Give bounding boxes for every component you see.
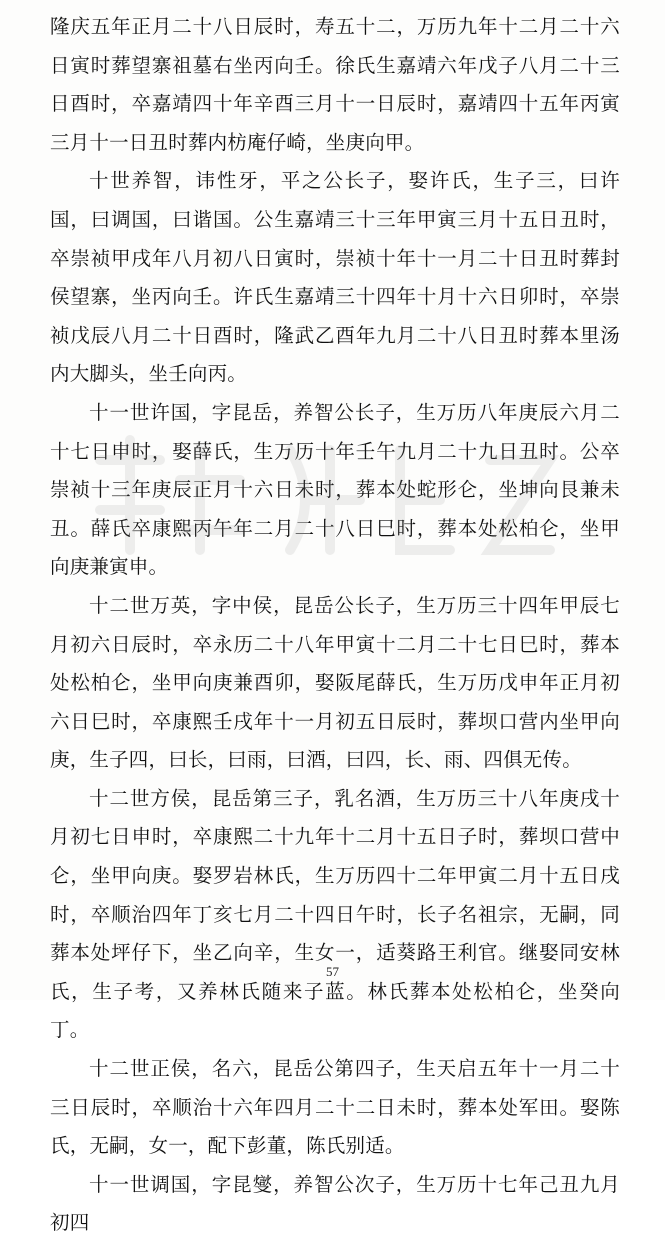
paragraph-3: 十一世许国，字昆岳，养智公长子，生万历八年庚辰六月二十七日申时，娶薛氏，生万历十年壬午九月二十九日丑时。公卒崇祯十三年庚辰正月十六日未时，葬本处蛇形仑，坐坤向艮兼未丑。薛氏卒康熙丙午年二月二十八日巳时，葬本处松柏仑，坐甲向庚兼寅申。	[50, 400, 620, 579]
paragraph-1: 隆庆五年正月二十八日辰时，寿五十二，万历九年十二月二十六日寅时葬望寨祖墓右坐丙向壬。徐氏生嘉靖六年戊子八月二十三日酉时，卒嘉靖四十年辛酉三月十一日辰时，嘉靖四十五年丙寅三月十一日丑时葬内枋庵仔崎，坐庚向甲。	[50, 15, 620, 154]
paragraph-7: 十一世调国，字昆燮，养智公次子，生万历十七年己丑九月初四	[50, 1172, 620, 1235]
paragraph-2: 十世养智，讳性牙，平之公长子，娶许氏，生子三，曰许国，曰调国，曰谐国。公生嘉靖三十三年甲寅三月十五日丑时，卒崇祯甲戌年八月初八日寅时，崇祯十年十一月二十日丑时葬封侯望寨，坐丙向壬。许氏生嘉靖三十四年十月十六日卯时，卒崇祯戊辰八月二十日酉时，隆武乙酉年九月二十八日丑时葬本里汤内大脚头，坐壬向丙。	[50, 169, 620, 386]
genealogy-text	[50, 8, 620, 1243]
page-number: 57	[326, 964, 339, 979]
paragraph-4: 十二世万英，字中侯，昆岳公长子，生万历三十四年甲辰七月初六日辰时，卒永历二十八年甲寅十二月二十七日巳时，葬本处松柏仑，坐甲向庚兼酉卯，娶阪尾薛氏，生万历戊申年正月初六日巳时，卒康熙壬戌年十一月初五日辰时，葬坝口营内坐甲向庚，生子四，曰长，曰雨，曰酒，曰四，长、雨、四俱无传。	[50, 593, 620, 772]
paragraph-6: 十二世正侯，名六，昆岳公第四子，生天启五年十一月二十三日辰时，卒顺治十六年四月二十二日未时，葬本处军田。娶陈氏，无嗣，女一，配下彭董，陈氏别适。	[50, 1057, 620, 1158]
paragraph-5: 十二世方侯，昆岳第三子，乳名酒，生万历三十八年庚戌十月初七日申时，卒康熙二十九年十二月十五日子时，葬坝口营中仑，坐甲向庚。娶罗岩林氏，生万历四十二年甲寅二月十五日戌时，卒顺治四年丁亥七月二十四日午时，长子名祖宗，无嗣，同葬本处坪仔下，坐乙向辛，生女一，适葵路王利官。继娶同安林氏，生子考，又养林氏随来子蓝。林氏葬本处松柏仑，坐癸向丁。	[50, 786, 620, 1042]
